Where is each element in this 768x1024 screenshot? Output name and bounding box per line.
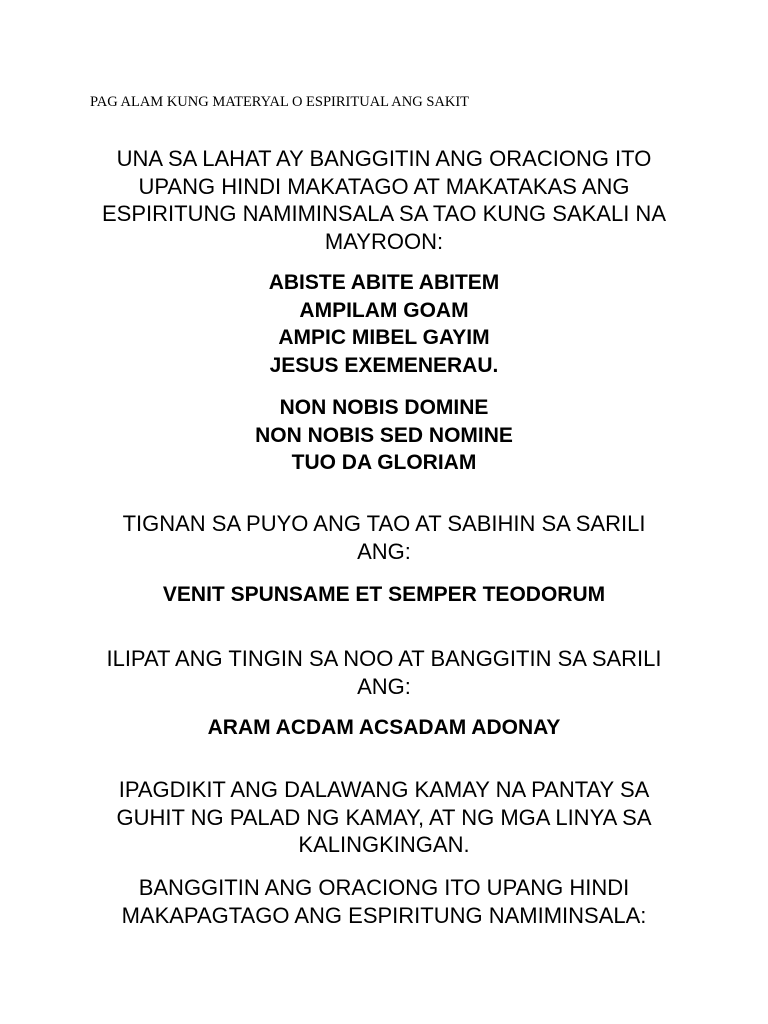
prayer-line: ABISTE ABITE ABITEM [268,271,500,294]
intro-line: ESPIRITUNG NAMIMINSALA SA TAO KUNG SAKALI NA [102,201,666,226]
prayer-line: NON NOBIS SED NOMINE [255,423,513,447]
prayer-venit [0,581,768,609]
prayer-line: JESUS EXEMENERAU. [269,353,499,377]
step-navel-paragraph [0,510,768,565]
document-title: PAG ALAM KUNG MATERYAL O ESPIRITUAL ANG SAKIT [90,94,470,110]
prayer-abiste [0,269,768,379]
step-final-paragraph [0,874,768,929]
prayer-line: ARAM ACDAM ACSADAM ADONAY [207,716,561,739]
step-hands-paragraph [0,776,768,859]
prayer-aram [0,714,768,742]
step-line: ANG: [357,538,411,564]
step-forehead-paragraph [0,645,768,700]
prayer-line: VENIT SPUNSAME ET SEMPER TEODORUM [162,583,606,606]
prayer-line: TUO DA GLORIAM [291,451,477,474]
step-line: MAKAPAGTAGO ANG ESPIRITUNG NAMIMINSALA: [121,902,647,928]
step-line: KALINGKINGAN. [298,832,470,857]
step-line: GUHIT NG PALAD NG KAMAY, AT NG MGA LINYA SA [116,804,652,830]
prayer-line: NON NOBIS DOMINE [279,396,489,419]
intro-paragraph [0,145,768,255]
intro-line: UPANG HINDI MAKATAGO AT MAKATAKAS ANG [138,173,630,199]
intro-line: UNA SA LAHAT AY BANGGITIN ANG ORACIONG ITO [116,146,652,171]
prayer-line: AMPIC MIBEL GAYIM [278,326,490,349]
step-line: ILIPAT ANG TINGIN SA NOO AT BANGGITIN SA SARILI [106,646,662,671]
step-line: BANGGITIN ANG ORACIONG ITO UPANG HINDI [138,875,630,900]
intro-line: MAYROON: [324,228,444,254]
step-line: ANG: [357,673,411,699]
prayer-line: AMPILAM GOAM [299,298,469,322]
prayer-non-nobis [0,394,768,477]
step-line: TIGNAN SA PUYO ANG TAO AT SABIHIN SA SARILI [122,511,646,536]
step-line: IPAGDIKIT ANG DALAWANG KAMAY NA PANTAY SA [118,777,650,802]
